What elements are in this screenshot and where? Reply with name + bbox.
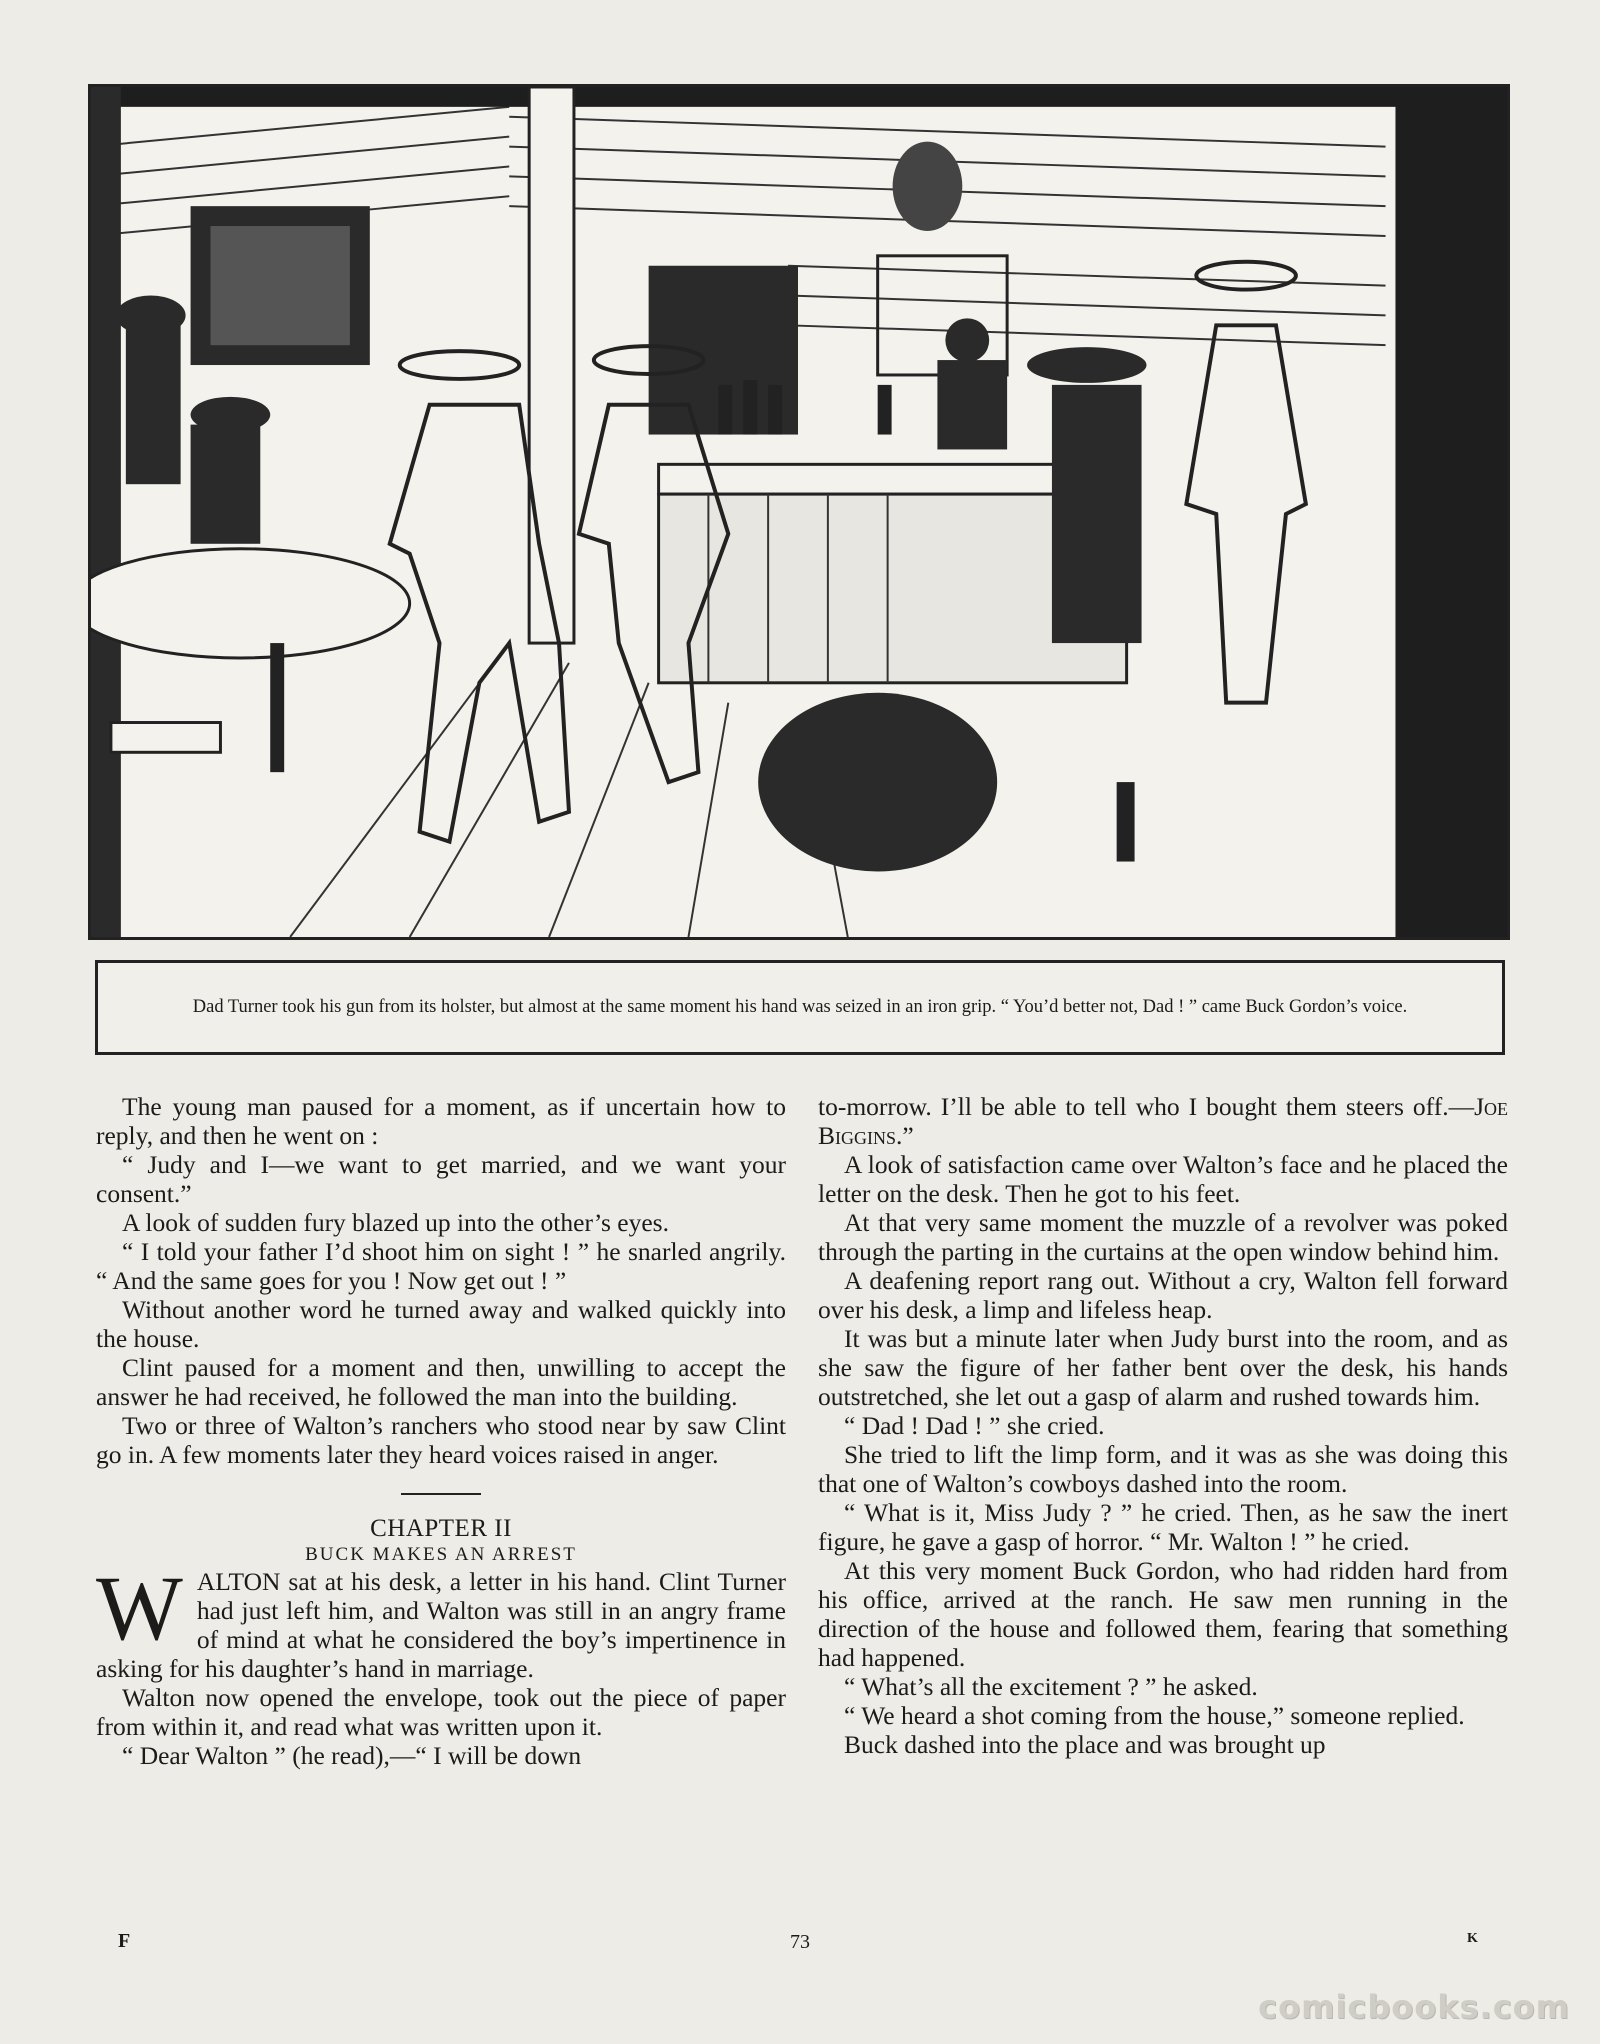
page-number: 73 <box>790 1931 810 1953</box>
site-watermark: comicbooks.com <box>1258 1988 1570 2026</box>
signature-end: .” <box>896 1121 914 1150</box>
paragraph: “ Dad ! Dad ! ” she cried. <box>844 1411 1105 1440</box>
paragraph: The young man paused for a moment, as if uncertain how to reply, and then he went on : <box>96 1092 786 1150</box>
chapter-title: CHAPTER II <box>370 1515 512 1542</box>
paragraph: Two or three of Walton’s ranchers who stood near by saw Clint go in. A few moments later they heard voices raised in anger. <box>96 1411 786 1469</box>
paragraph-continued <box>818 1092 1508 1150</box>
paragraph: Without another word he turned away and walked quickly into the house. <box>96 1295 786 1353</box>
paragraph: “ What’s all the excitement ? ” he asked. <box>844 1672 1258 1701</box>
paragraph: At this very moment Buck Gordon, who had ridden hard from his office, arrived at the ranch. He saw men running in the direction of the house and followed them, fearing that something had happened. <box>818 1556 1508 1672</box>
paragraph: A look of sudden fury blazed up into the other’s eyes. <box>122 1208 669 1237</box>
footer-signature-mark-right: K <box>1467 1931 1478 1946</box>
right-text-column <box>818 1092 1508 1759</box>
caption-text: Dad Turner took his gun from its holster, but almost at the same moment his hand was seized in an iron grip. “ You’d better not, Dad ! ” came Buck Gordon’s voice. <box>192 997 1408 1017</box>
continued-text: to-morrow. I’ll be able to tell who I bought them steers off.— <box>818 1092 1475 1121</box>
paragraph: A deafening report rang out. Without a cry, Walton fell forward over his desk, a limp and lifeless heap. <box>818 1266 1508 1324</box>
paragraph: “ What is it, Miss Judy ? ” he cried. Then, as he saw the inert figure, he gave a gasp of horror. “ Mr. Walton ! ” he cried. <box>818 1498 1508 1556</box>
paragraph: “ Dear Walton ” (he read),—“ I will be down <box>122 1741 582 1770</box>
chapter-divider <box>401 1493 481 1495</box>
dropcap-letter: W <box>96 1557 183 1659</box>
paragraph: A look of satisfaction came over Walton’s face and he placed the letter on the desk. Then he got to his feet. <box>818 1150 1508 1208</box>
paragraph: Clint paused for a moment and then, unwilling to accept the answer he had received, he followed the man into the building. <box>96 1353 786 1411</box>
paragraph: “ We heard a shot coming from the house,” someone replied. <box>844 1701 1465 1730</box>
paragraph: At that very same moment the muzzle of a revolver was poked through the parting in the curtains at the open window behind him. <box>818 1208 1508 1266</box>
paragraph: She tried to lift the limp form, and it was as she was doing this that one of Walton’s cowboys dashed into the room. <box>818 1440 1508 1498</box>
dropcap-paragraph <box>96 1557 786 1683</box>
dropcap-paragraph-text: sat at his desk, a letter in his hand. Clint Turner had just left him, and Walton was still in an angry frame of mind at what he considered the boy’s impertinence in asking for his daughter’s hand in marriage. <box>96 1567 786 1683</box>
letter-signature: Joe Biggins <box>818 1092 1508 1150</box>
paragraph: Walton now opened the envelope, took out the piece of paper from within it, and read what was written upon it. <box>96 1683 786 1741</box>
illustration-caption <box>95 960 1505 1055</box>
paragraph: “ Judy and I—we want to get married, and we want your consent.” <box>96 1150 786 1208</box>
left-text-column <box>96 1092 786 1770</box>
paragraph: It was but a minute later when Judy burst into the room, and as she saw the figure of her father bent over the desk, his hands outstretched, she let out a gasp of alarm and rushed towards him. <box>818 1324 1508 1411</box>
dropcap-word: ALTON <box>196 1567 281 1596</box>
saloon-illustration <box>88 84 1510 940</box>
illustration-drawing <box>91 87 1507 937</box>
footer-signature-mark-left: F <box>118 1930 131 1952</box>
paragraph: “ I told your father I’d shoot him on sight ! ” he snarled angrily. “ And the same goes for you ! Now get out ! ” <box>96 1237 786 1295</box>
chapter-subtitle: BUCK MAKES AN ARREST <box>305 1544 577 1565</box>
paragraph: Buck dashed into the place and was brought up <box>844 1730 1326 1759</box>
